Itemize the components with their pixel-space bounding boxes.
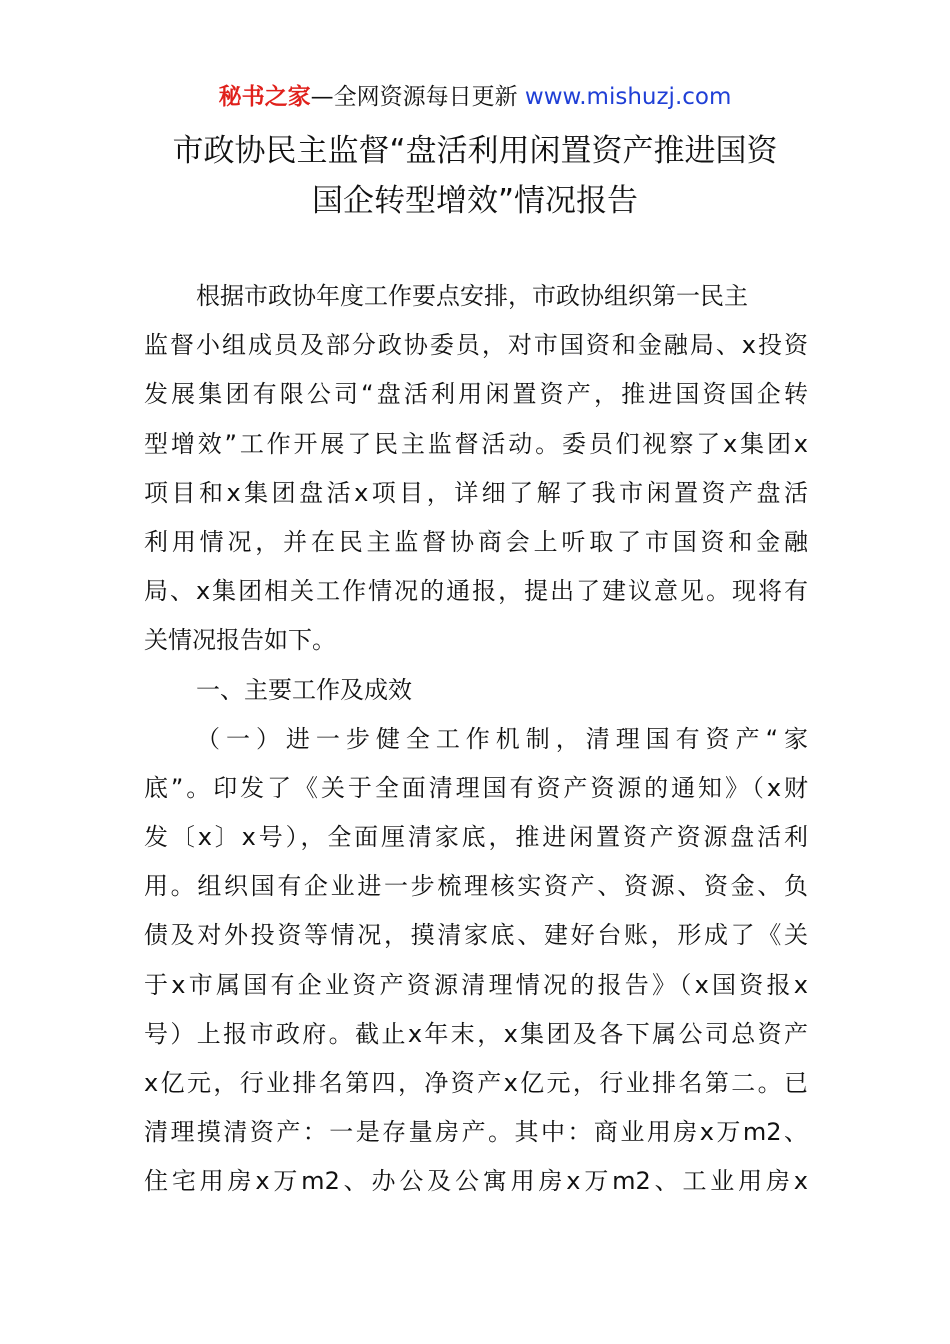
paragraph-line: 清理摸清资产：一是存量房产。其中：商业用房x万m2、 [144,1118,808,1147]
subsection-heading: （一）进一步健全工作机制，清理国有资产“家 [196,724,808,753]
paragraph-line: x亿元，行业排名第四，净资产x亿元，行业排名第二。已 [144,1069,808,1097]
paragraph-line: 用。组织国有企业进一步梳理核实资产、资源、资金、负 [144,872,808,901]
paragraph-line: 于x市属国有企业资产资源清理情况的报告》（x国资报x [144,970,808,999]
paragraph-line: 项目和x集团盘活x项目，详细了解了我市闲置资产盘活 [144,478,808,507]
paragraph-line: 债及对外投资等情况，摸清家底、建好台账，形成了《关 [144,921,808,950]
paragraph-line: 型增效”工作开展了民主监督活动。委员们视察了x集团x [144,429,808,458]
title-line-1: 市政协民主监督“盘活利用闲置资产推进国资 [172,133,778,169]
document-title [0,126,950,226]
paragraph-line: 关情况报告如下。 [144,626,336,655]
paragraph-line: 根据市政协年度工作要点安排，市政协组织第一民主 [196,282,748,310]
paragraph-line: 监督小组成员及部分政协委员，对市国资和金融局、x投资 [144,331,808,360]
paragraph-line: 住宅用房x万m2、办公及公寓用房x万m2、工业用房x [144,1167,808,1196]
paragraph-line: 利用情况，并在民主监督协商会上听取了市国资和金融 [144,527,808,556]
paragraph-line: 局、x集团相关工作情况的通报，提出了建议意见。现将有 [144,577,808,606]
document-body [144,272,808,1207]
site-header [0,80,950,114]
paragraph-line: 发〔x〕x号），全面厘清家底，推进闲置资产资源盘活利 [144,823,808,852]
paragraph-line: 号）上报市政府。截止x年末，x集团及各下属公司总资产 [144,1019,808,1048]
site-brand: 秘书之家 [218,84,311,110]
title-line-2: 国企转型增效”情况报告 [311,183,639,219]
section-heading: 一、主要工作及成效 [196,675,412,704]
paragraph-line: 发展集团有限公司“盘活利用闲置资产，推进国资国企转 [144,380,808,409]
paragraph-line: 底”。印发了《关于全面清理国有资产资源的通知》（x财 [144,773,808,802]
site-url-link[interactable]: www.mishuzj.com [524,84,732,110]
site-tagline: —全网资源每日更新 [310,84,525,110]
